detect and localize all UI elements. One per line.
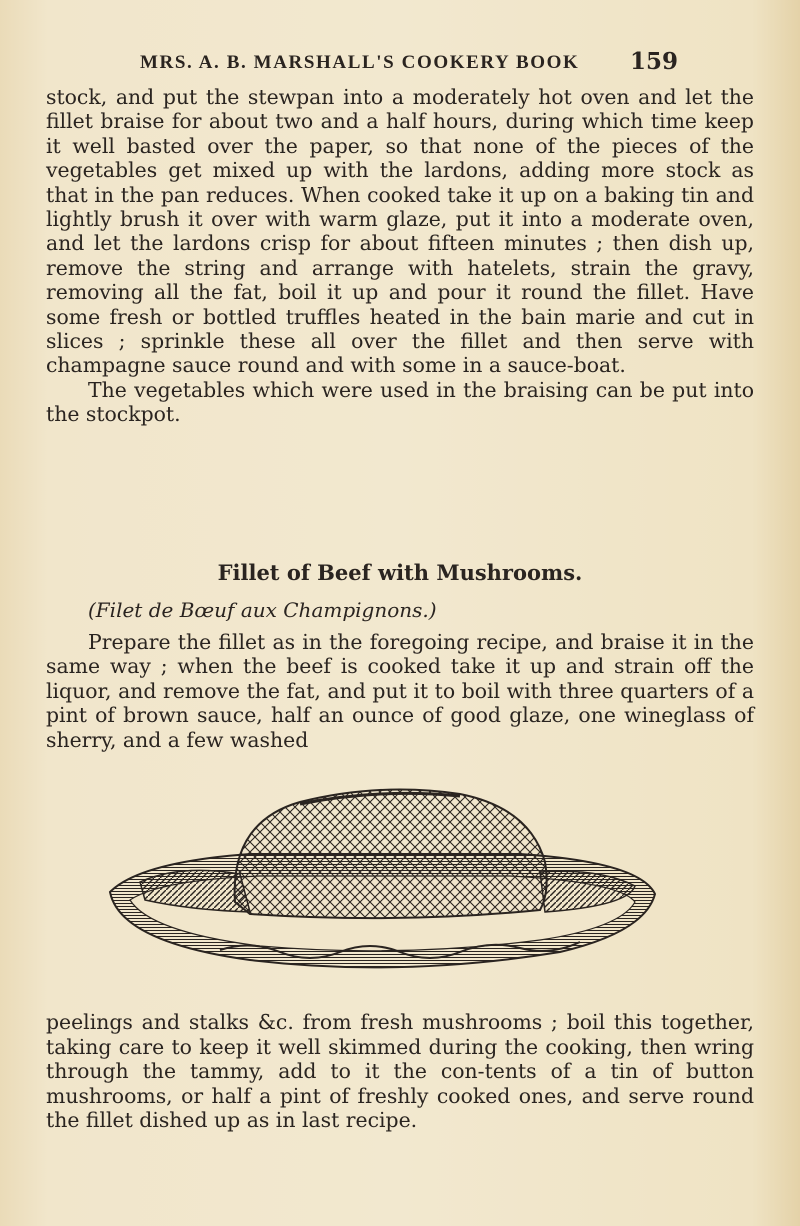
paragraph-continued: stock, and put the stewpan into a moderately hot oven and let the fillet braise for about two and a half hours, during which time keep it well basted over the paper, so that none of the pieces of the vegetables get mixed up with the lardons, adding more stock as that in the pan reduces. When cooked take it up on a baking tin and lightly brush it over with warm glaze, put it into a moderate oven, and let the lardons crisp for about fifteen minutes ; then dish up, remove the string and arrange with hatelets, strain the gravy, removing all the fat, boil it up and pour it round the fillet. Have some fresh or bottled truffles heated in the bain marie and cut in slices ; sprinkle these all over the fillet and then serve with champagne sauce round and with some in a sauce-boat. [46,85,754,378]
paragraph-method-1: Prepare the fillet as in the foregoing recipe, and braise it in the same way ; when the beef is cooked take it up and strain off the liquor, and remove the fat, and put it to boil with three quarters of a pint of brown sauce, half an ounce of good glaze, one wineglass of sherry, and a few washed [46,630,754,752]
larded-fillet-illustration [100,782,660,978]
continued-recipe-text [46,85,754,427]
paragraph-vegetables-note: The vegetables which were used in the braising can be put into the stockpot. [46,377,754,427]
french-title-text: (Filet de Bœuf aux Champignons.) [88,598,437,622]
page-number: 159 [630,48,679,75]
fillet-body [235,790,547,919]
running-header: MRS. A. B. MARSHALL'S COOKERY BOOK [140,52,580,73]
recipe-title: Fillet of Beef with Mushrooms. [217,560,583,585]
recipe-method-part2 [46,990,754,1153]
paragraph-method-2: peelings and stalks &c. from fresh mushrooms ; boil this together, taking care to keep it well skimmed during the cooking, then wring through the tammy, add to it the con-tents of a tin of button mushrooms, or half a pint of freshly cooked ones, and serve round the fillet dished up as in last recipe. [46,1010,754,1133]
recipe-method-part1 [46,630,754,752]
recipe-french-title [46,598,754,622]
